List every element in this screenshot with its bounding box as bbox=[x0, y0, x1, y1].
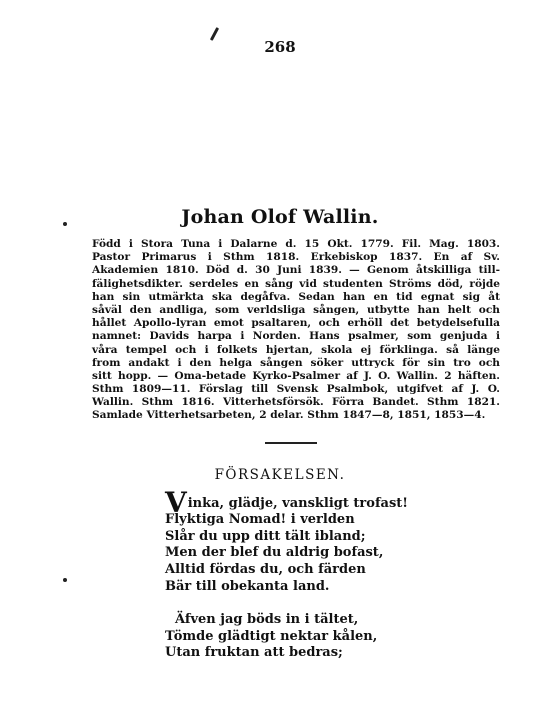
poem-line-text: inka, glädje, vanskligt trofast! bbox=[187, 496, 408, 511]
section-divider bbox=[265, 442, 317, 444]
bio-line: såväl den andliga, som verldsliga sången, utbytte han helt och bbox=[92, 303, 500, 316]
poem-line: Alltid fördas du, och färden bbox=[165, 562, 366, 578]
poem-line: Tömde glädtigt nektar kålen, bbox=[165, 628, 378, 644]
poem-line: Slår du upp ditt tält ibland; bbox=[165, 528, 366, 544]
poem-line: Men der blef du aldrig bofast, bbox=[165, 545, 384, 561]
bio-line: Pastor Primarus i Sthm 1818. Erkebiskop 1837. En af Sv. bbox=[92, 251, 500, 264]
bio-line: Akademien 1810. Död d. 30 Juni 1839. — Genom åtskilliga till- bbox=[92, 264, 500, 277]
bio-line: hållet Apollo-lyran emot psaltaren, och erhöll det betydelsefulla bbox=[92, 317, 500, 330]
drop-cap: V bbox=[165, 486, 187, 519]
bio-line: from andakt i den helga sången söker uttryck för sin tro och bbox=[92, 356, 500, 369]
bio-line: våra tempel och i folkets hjertan, skola ej förklinga. så länge bbox=[92, 343, 500, 356]
poem-line: Utan fruktan att bedras; bbox=[165, 645, 343, 661]
bio-line: sitt hopp. — Oma-betade Kyrko-Psalmer af J. O. Wallin. 2 häften. bbox=[92, 369, 500, 382]
poem bbox=[165, 486, 465, 662]
poem-line: Bär till obekanta land. bbox=[165, 578, 330, 594]
bio-line: Wallin. Sthm 1816. Vitterhetsförsök. Förra Bandet. Sthm 1821. bbox=[92, 396, 500, 409]
bio-line: namnet: Davids harpa i Norden. Hans psalmer, som genjuda i bbox=[92, 330, 500, 343]
poem-title: FÖRSAKELSEN. bbox=[214, 467, 346, 483]
bio-line: Samlade Vitterhetsarbeten, 2 delar. Sthm 1847—8, 1851, 1853—4. bbox=[92, 409, 486, 422]
stanza-break bbox=[165, 596, 465, 612]
bio-line: Sthm 1809—11. Förslag till Svensk Psalmbok, utgifvet af J. O. bbox=[92, 383, 500, 396]
poem-line: Flyktiga Nomad! i verlden bbox=[165, 511, 355, 527]
page-number: 268 bbox=[264, 38, 296, 56]
bio-line: Född i Stora Tuna i Dalarne d. 15 Okt. 1779. Fil. Mag. 1803. bbox=[92, 238, 500, 250]
author-heading: Johan Olof Wallin. bbox=[181, 206, 379, 228]
bio-line: fälighetsdikter. serdeles en sång vid studenten Ströms död, röjde bbox=[92, 277, 500, 290]
speck bbox=[63, 578, 67, 582]
poem-line: Äfven jag böds in i tältet, bbox=[175, 611, 359, 627]
bio-line: han sin utmärkta ska degåfva. Sedan han en tid egnat sig åt bbox=[92, 290, 500, 303]
biography bbox=[92, 238, 500, 423]
